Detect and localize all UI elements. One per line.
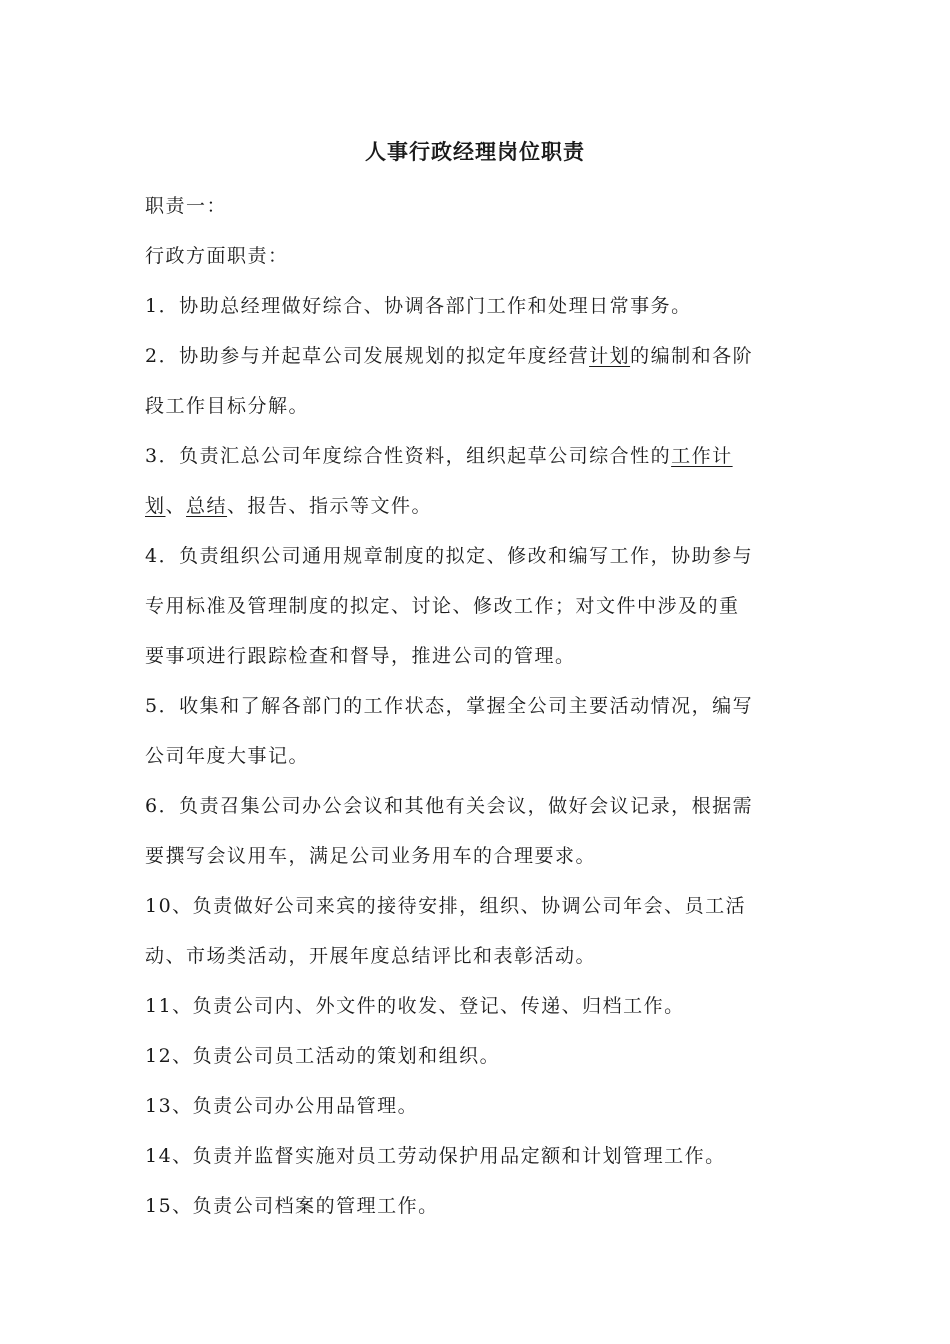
paragraph-line xyxy=(145,1181,811,1231)
paragraph-text: 15、负责公司档案的管理工作。 xyxy=(145,1195,439,1217)
underlined-link-text[interactable]: 工作计 xyxy=(671,445,733,467)
document-title: 人事行政经理岗位职责 xyxy=(365,139,585,164)
paragraph-text: 13、负责公司办公用品管理。 xyxy=(145,1095,419,1117)
paragraph-text: 、报告、指示等文件。 xyxy=(227,495,433,517)
section-heading: 职责一： xyxy=(145,195,228,217)
paragraph-line xyxy=(145,931,811,981)
paragraph-line xyxy=(145,1081,811,1131)
paragraph-text: 的编制和各阶 xyxy=(630,345,754,367)
subsection-heading-line xyxy=(145,231,811,281)
paragraph-line xyxy=(145,531,811,581)
paragraph-line xyxy=(145,631,811,681)
paragraph-text: 公司年度大事记。 xyxy=(145,745,310,767)
paragraph-line xyxy=(145,481,811,531)
underlined-link-text[interactable]: 划 xyxy=(145,495,166,517)
paragraph-text: 专用标准及管理制度的拟定、讨论、修改工作；对文件中涉及的重 xyxy=(145,595,740,617)
paragraph-line xyxy=(145,681,811,731)
paragraph-line xyxy=(145,881,811,931)
paragraph-line xyxy=(145,981,811,1031)
subsection-heading: 行政方面职责： xyxy=(145,245,289,267)
paragraph-line xyxy=(145,331,811,381)
paragraph-line xyxy=(145,831,811,881)
paragraph-text: 5．收集和了解各部门的工作状态，掌握全公司主要活动情况，编写 xyxy=(145,695,754,717)
paragraph-text: 4．负责组织公司通用规章制度的拟定、修改和编写工作，协助参与 xyxy=(145,545,754,567)
paragraph-text: 12、负责公司员工活动的策划和组织。 xyxy=(145,1045,501,1067)
paragraph-text: 段工作目标分解。 xyxy=(145,395,310,417)
paragraph-line xyxy=(145,381,811,431)
paragraph-line xyxy=(145,1131,811,1181)
paragraph-line xyxy=(145,1031,811,1081)
paragraph-line xyxy=(145,281,811,331)
paragraph-text: 11、负责公司内、外文件的收发、登记、传递、归档工作。 xyxy=(145,995,685,1017)
underlined-link-text[interactable]: 计划 xyxy=(589,345,631,367)
paragraph-text: 14、负责并监督实施对员工劳动保护用品定额和计划管理工作。 xyxy=(145,1145,726,1167)
underlined-link-text[interactable]: 总结 xyxy=(186,495,228,517)
paragraph-text: 、 xyxy=(165,495,187,517)
paragraph-text: 2．协助参与并起草公司发展规划的拟定年度经营 xyxy=(145,345,590,367)
section-heading-line xyxy=(145,181,811,231)
paragraph-text: 1．协助总经理做好综合、协调各部门工作和处理日常事务。 xyxy=(145,295,692,317)
paragraph-text: 10、负责做好公司来宾的接待安排，组织、协调公司年会、员工活 xyxy=(145,895,747,917)
paragraph-text: 动、市场类活动，开展年度总结评比和表彰活动。 xyxy=(145,945,597,967)
paragraph-line xyxy=(145,731,811,781)
paragraph-text: 6．负责召集公司办公会议和其他有关会议，做好会议记录，根据需 xyxy=(145,795,754,817)
paragraph-text: 要撰写会议用车，满足公司业务用车的合理要求。 xyxy=(145,845,597,867)
paragraph-text: 要事项进行跟踪检查和督导，推进公司的管理。 xyxy=(145,645,576,667)
document-body xyxy=(145,181,811,1231)
paragraph-line xyxy=(145,781,811,831)
paragraph-line xyxy=(145,431,811,481)
paragraph-line xyxy=(145,581,811,631)
paragraph-text: 3．负责汇总公司年度综合性资料，组织起草公司综合性的 xyxy=(145,445,672,467)
